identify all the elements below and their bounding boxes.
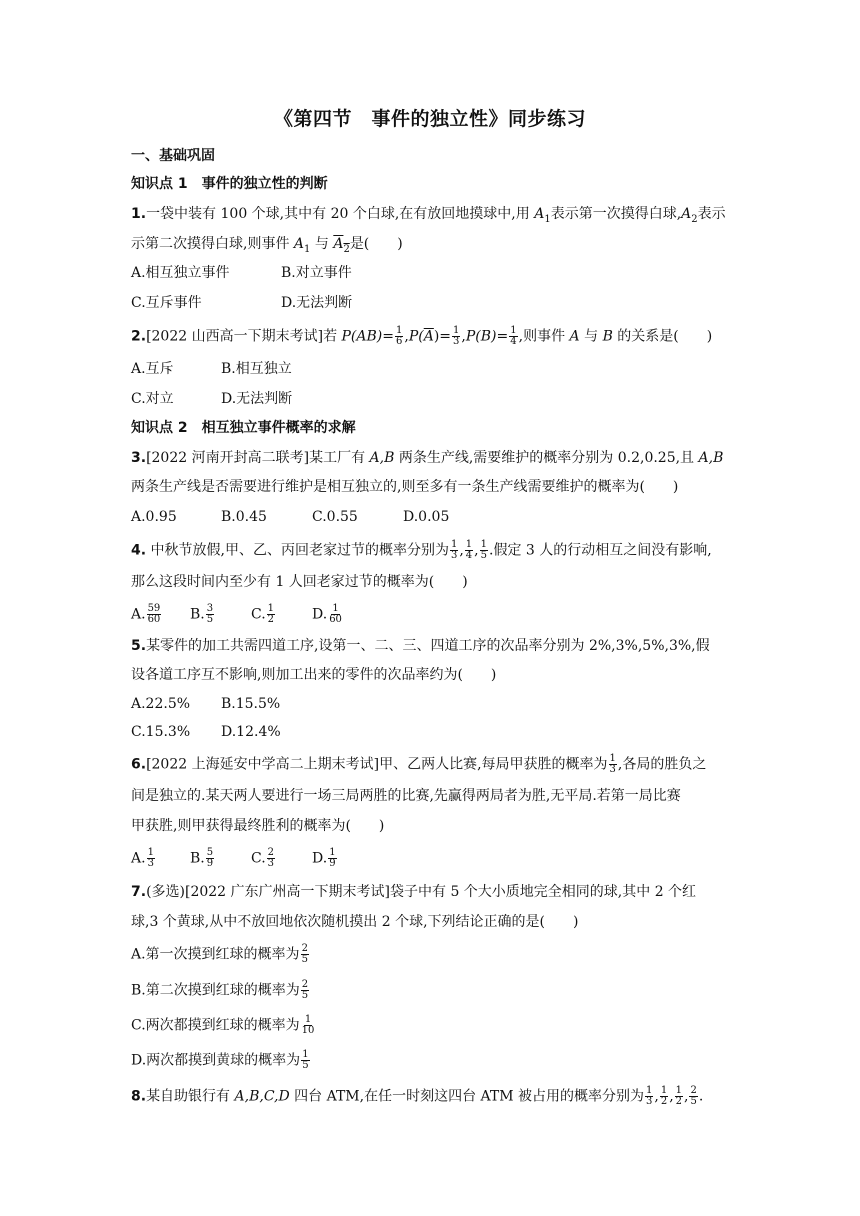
q2-fraction-3: $\frac{1}{4}$ — [510, 325, 517, 347]
q4-option-d: D. $\frac{1}{60}$ — [312, 603, 342, 625]
q6-number: 6. — [131, 756, 147, 773]
knowledge-point-2-heading: 知识点 2 相互独立事件概率的求解 — [131, 420, 356, 436]
q3-line-1: 3.[2022 河南开封高二联考]某工厂有 A,B 两条生产线,需要维护的概率分别为 0.2,0.25,且 A,B — [131, 450, 724, 466]
q7-option-b: B.第二次摸到红球的概率为 $\frac{2}{5}$ — [131, 979, 309, 1001]
q1-line-2: 示第二次摸得白球,则事件 $A_1$ 与 $A_2$是( ) — [131, 236, 403, 255]
q7-option-a: A.第一次摸到红球的概率为 $\frac{2}{5}$ — [131, 943, 308, 965]
q4-option-a: A. $\frac{59}{60}$ — [131, 603, 161, 625]
q2-fraction-2: $\frac{1}{3}$ — [453, 325, 460, 347]
q6-option-a: A. $\frac{1}{3}$ — [131, 847, 154, 869]
q5-option-b: B.15.5% — [221, 696, 281, 712]
q3-option-d: D.0.05 — [403, 509, 450, 525]
q6-option-c: C. $\frac{2}{3}$ — [251, 847, 275, 869]
q2-option-d: D.无法判断 — [221, 391, 293, 407]
q6-option-d: D. $\frac{1}{9}$ — [312, 847, 336, 869]
q4-number: 4. — [131, 542, 147, 559]
section-heading: 一、基础巩固 — [131, 148, 215, 164]
q8-number: 8. — [131, 1088, 147, 1105]
q5-number: 5. — [131, 638, 147, 654]
q1-option-d: D.无法判断 — [281, 295, 353, 311]
q2-fraction-1: $\frac{1}{6}$ — [396, 325, 403, 347]
q2-option-c: C.对立 — [131, 391, 174, 407]
q7-option-c: C.两次都摸到红球的概率为 $\frac{1}{10}$ — [131, 1014, 315, 1036]
q4-option-c: C. $\frac{1}{2}$ — [251, 603, 275, 625]
q2-number: 2. — [131, 328, 147, 345]
q6-line-1: 6.[2022 上海延安中学高二上期末考试]甲、乙两人比赛,每局甲获胜的概率为 $\frac{1}{3}$ ,各局的胜负之 — [131, 753, 707, 775]
q6-option-b: B. $\frac{5}{9}$ — [190, 847, 214, 869]
q2-option-b: B.相互独立 — [221, 361, 292, 377]
document-title: 《第四节 事件的独立性》同步练习 — [273, 108, 586, 130]
q4-line-1: 4. 中秋节放假,甲、乙、丙回老家过节的概率分别为 $\frac{1}{3}$ , $\frac{1}{4}$ , $\frac{1}{5}$ .假定 3 人的行动相互之间没有影响, — [131, 539, 712, 561]
q3-number: 3. — [131, 450, 147, 466]
q5-option-a: A.22.5% — [131, 696, 191, 712]
q1-number: 1. — [131, 206, 147, 222]
q1-line-1: 1.一袋中装有 100 个球,其中有 20 个白球,在有放回地摸球中,用 $A_1$表示第一次摸得白球$,A_2$表示 — [131, 206, 726, 225]
q7-line-1: 7.(多选)[2022 广东广州高一下期末考试]袋子中有 5 个大小质地完全相同的球,其中 2 个红 — [131, 884, 697, 900]
q6-line-3: 甲获胜,则甲获得最终胜利的概率为( ) — [131, 818, 385, 834]
q8-line-1: 8.某自助银行有 A,B,C,D 四台 ATM,在任一时刻这四台 ATM 被占用的概率分别为 $\frac{1}{3}$ , $\frac{1}{2}$ , $\frac{1}{2}$ , $\frac{2}{5}$ . — [131, 1085, 704, 1107]
q1-option-c: C.互斥事件 — [131, 295, 202, 311]
q7-line-2: 球,3 个黄球,从中不放回地依次随机摸出 2 个球,下列结论正确的是( ) — [131, 914, 579, 930]
q3-line-2: 两条生产线是否需要进行维护是相互独立的,则至多有一条生产线需要维护的概率为( ) — [131, 479, 679, 495]
q1-option-b: B.对立事件 — [281, 265, 352, 281]
q5-option-c: C.15.3% — [131, 724, 191, 740]
q5-line-2: 设各道工序互不影响,则加工出来的零件的次品率约为( ) — [131, 667, 497, 683]
q7-option-d: D.两次都摸到黄球的概率为 $\frac{1}{5}$ — [131, 1049, 309, 1071]
q3-option-b: B.0.45 — [221, 509, 267, 525]
q6-line-2: 间是独立的.某天两人要进行一场三局两胜的比赛,先赢得两局者为胜,无平局.若第一局比赛 — [131, 788, 681, 804]
q2-line-1: 2.[2022 山西高一下期末考试]若 P(AB)= $\frac{1}{6}$ $,P(\overline{A})=$ $\frac{1}{3}$ ,P(B)= $\frac{1}{4}$ ,则事件 A 与 B 的关系是( ) — [131, 325, 713, 347]
q1-option-a: A.相互独立事件 — [131, 265, 230, 281]
q5-line-1: 5.某零件的加工共需四道工序,设第一、二、三、四道工序的次品率分别为 2%,3%,5%,3%,假 — [131, 638, 710, 654]
q2-option-a: A.互斥 — [131, 361, 174, 377]
q3-option-c: C.0.55 — [312, 509, 358, 525]
q4-line-2: 那么这段时间内至少有 1 人回老家过节的概率为( ) — [131, 574, 468, 590]
q5-option-d: D.12.4% — [221, 724, 281, 740]
q7-number: 7. — [131, 884, 147, 900]
q4-option-b: B. $\frac{3}{5}$ — [190, 603, 214, 625]
knowledge-point-1-heading: 知识点 1 事件的独立性的判断 — [131, 176, 328, 192]
q3-option-a: A.0.95 — [131, 509, 177, 525]
